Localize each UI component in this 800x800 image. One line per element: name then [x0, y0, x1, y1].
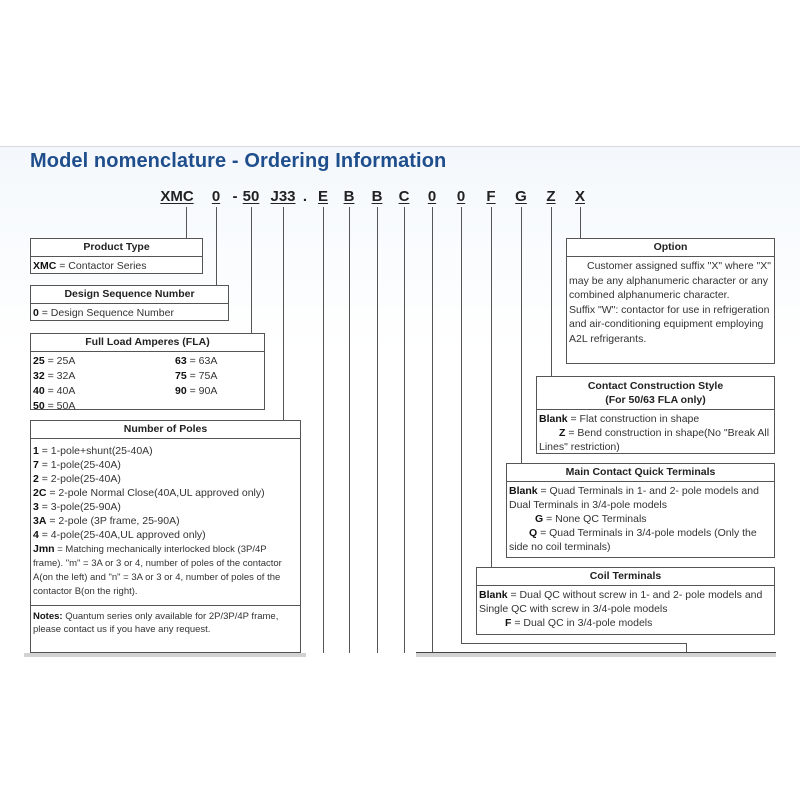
- fla-key: 32: [33, 370, 45, 382]
- code-0a: 0: [427, 188, 437, 205]
- connector-fla: [251, 207, 252, 333]
- fla-right-column: [120, 354, 262, 414]
- coil-terminals-box: [476, 567, 775, 635]
- contact-construction-header: Contact Construction Style: [587, 380, 724, 392]
- main-contact-box: [506, 463, 775, 558]
- connector-x: [580, 207, 581, 238]
- connector-0a: [432, 207, 433, 653]
- contact-construction-blank: Blank = Flat construction in shape: [539, 413, 700, 425]
- coil-terminals-header: Coil Terminals: [477, 568, 774, 586]
- fla-left-column: [33, 354, 120, 414]
- fla-desc: = 63A: [186, 355, 218, 367]
- fla-box: [30, 333, 265, 410]
- shadow-strip: [416, 653, 776, 657]
- code-fla: 50: [242, 188, 260, 205]
- fla-header: Full Load Amperes (FLA): [31, 334, 264, 352]
- fla-key: 50: [33, 400, 45, 412]
- main-contact-blank: Blank = Quad Terminals in 1- and 2- pole models and Dual Terminals in 3/4-pole models: [509, 485, 759, 511]
- connector-b2: [377, 207, 378, 653]
- code-b1: B: [343, 188, 355, 205]
- fla-key: 90: [175, 385, 187, 397]
- main-contact-header: Main Contact Quick Terminals: [507, 464, 774, 482]
- option-header: Option: [567, 239, 774, 257]
- connector-e: [323, 207, 324, 653]
- code-dot: .: [302, 188, 308, 205]
- option-box: [566, 238, 775, 364]
- fla-desc: = 40A: [44, 385, 76, 397]
- product-type-desc: = Contactor Series: [56, 260, 147, 272]
- main-contact-q: Q = Quad Terminals in 3/4-pole models (Only the side no coil terminals): [509, 527, 757, 553]
- poles-item: 3A = 2-pole (3P frame, 25-90A): [33, 515, 180, 527]
- poles-header: Number of Poles: [31, 421, 300, 439]
- contact-construction-z: Z = Bend construction in shape(No "Break All Lines" restriction): [539, 427, 770, 453]
- product-type-header: Product Type: [31, 239, 202, 257]
- poles-item: 4 = 4-pole(25-40A,UL approved only): [33, 529, 206, 541]
- code-e: E: [317, 188, 329, 205]
- fla-key: 75: [175, 370, 187, 382]
- connector-g: [521, 207, 522, 463]
- code-0b: 0: [456, 188, 466, 205]
- connector-f: [491, 207, 492, 567]
- design-sequence-header: Design Sequence Number: [31, 286, 228, 304]
- contact-construction-subheader: (For 50/63 FLA only): [605, 394, 706, 406]
- poles-item: 3 = 3-pole(25-90A): [33, 501, 121, 513]
- connector-b1: [349, 207, 350, 653]
- connector-0b-horizontal: [461, 643, 687, 644]
- design-sequence-key: 0: [33, 307, 39, 319]
- poles-notes: Notes: Quantum series only available for 2P/3P/4P frame, please contact us if you have any request.: [31, 605, 300, 640]
- code-g: G: [515, 188, 527, 205]
- page-title: Model nomenclature - Ordering Information: [30, 150, 447, 172]
- connector-poles: [283, 207, 284, 420]
- poles-item-jmn: Jmn = Matching mechanically interlocked block (3P/4P frame). "m" = 3A or 3 or 4, number of poles of the contactor A(on the left) and "n" = 3A or 3 or 4, number of poles of the contactor B(on the right).: [33, 543, 282, 597]
- contact-construction-box: [536, 376, 775, 454]
- connector-design-seq: [216, 207, 217, 285]
- shadow-strip: [24, 653, 306, 657]
- option-line1: Customer assigned suffix "X" where "X" may be any alphanumeric character or any combined alphanumeric character.: [569, 260, 771, 301]
- design-sequence-desc: = Design Sequence Number: [38, 307, 174, 319]
- design-sequence-box: [30, 285, 229, 321]
- code-dash: -: [232, 188, 238, 205]
- connector-0b: [461, 207, 462, 643]
- connector-z: [551, 207, 552, 377]
- connector-xmc: [186, 207, 187, 238]
- fla-key: 63: [175, 355, 187, 367]
- main-contact-g: G = None QC Terminals: [535, 513, 647, 525]
- product-type-box: [30, 238, 203, 274]
- connector-c: [404, 207, 405, 653]
- code-z: Z: [546, 188, 556, 205]
- fla-desc: = 25A: [44, 355, 76, 367]
- coil-terminals-blank: Blank = Dual QC without screw in 1- and 2- pole models and Single QC with screw in 3/4-pole models: [479, 589, 763, 615]
- code-poles: J33: [270, 188, 296, 205]
- option-line2: Suffix "W": contactor for use in refrigeration and air-conditioning equipment employing A2L refrigerants.: [569, 303, 770, 345]
- poles-item: 2 = 2-pole(25-40A): [33, 473, 121, 485]
- poles-item: 1 = 1-pole+shunt(25-40A): [33, 445, 153, 457]
- code-f: F: [486, 188, 496, 205]
- coil-terminals-f: F = Dual QC in 3/4-pole models: [505, 617, 653, 629]
- code-b2: B: [371, 188, 383, 205]
- fla-desc: = 75A: [186, 370, 218, 382]
- code-design-seq: 0: [211, 188, 221, 205]
- poles-item: 7 = 1-pole(25-40A): [33, 459, 121, 471]
- product-type-key: XMC: [33, 260, 57, 272]
- code-c: C: [398, 188, 410, 205]
- poles-box: [30, 420, 301, 653]
- code-x: X: [574, 188, 586, 205]
- fla-desc: = 90A: [186, 385, 218, 397]
- fla-desc: = 50A: [44, 400, 76, 412]
- fla-key: 25: [33, 355, 45, 367]
- fla-desc: = 32A: [44, 370, 76, 382]
- fla-key: 40: [33, 385, 45, 397]
- poles-item: 2C = 2-pole Normal Close(40A,UL approved only): [33, 487, 265, 499]
- code-xmc: XMC: [160, 188, 194, 205]
